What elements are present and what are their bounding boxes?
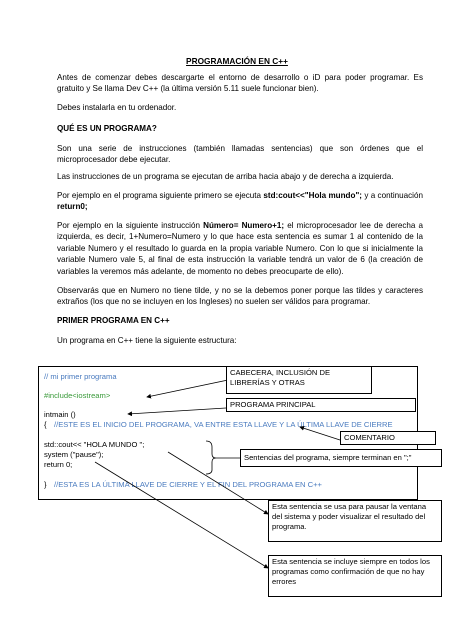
code-open-brace: {: [44, 420, 47, 429]
code-main-line: intmain (): [44, 410, 76, 419]
code-cout-line: std::cout<< "HOLA MUNDO ";: [44, 440, 145, 449]
code-include-line: #include<iostream>: [44, 391, 111, 400]
numero-paragraph: Por ejemplo en la siguiente instrucción Número= Numero+1; el microprocesador lee de derecha a izquierda, es decir, 1+Numero=Numero y lo que hace esta sentencia es sumar 1 al contenido de la variable Numero y el resultado lo guarda en la propia variable Numero. Con lo que si inicialmente la variable Numero vale 5, al final de esta instrucción la variable tendrá un valor de 6 (la creación de variables la veremos más adelante, de momento no debes preocuparte de ello).: [57, 221, 424, 276]
install-paragraph: Debes instalarla en tu ordenador.: [57, 103, 177, 112]
callout-pause: Esta sentencia se usa para pausar la ventana del sistema y poder visualizar el resultado del programa.: [268, 500, 442, 542]
callout-sentencias: Sentencias del programa, siempre terminan en ";": [240, 449, 442, 467]
heading-primer-programa: PRIMER PROGRAMA EN C++: [57, 316, 170, 325]
code-return-line: return 0;: [44, 460, 73, 469]
code-close-brace: }: [44, 480, 47, 489]
code-start-comment: //ESTE ES EL INICIO DEL PROGRAMA, VA ENTRE ESTA LLAVE Y LA ÚLTIMA LLAVE DE CIERRE: [54, 420, 393, 429]
doc-title: PROGRAMACIÓN EN C++: [186, 56, 288, 66]
intro-paragraph: Antes de comenzar debes descargarte el entorno de desarrollo o iD para poder programar. Es gratuito y Se llama Dev C++ (la última versión 5.11 suele funcionar bien).: [57, 73, 423, 94]
code-comment-line: // mi primer programa: [44, 372, 117, 381]
heading-que-es: QUÉ ES UN PROGRAMA?: [57, 124, 157, 133]
callout-comentario: COMENTARIO: [340, 431, 436, 445]
tilde-paragraph: Observarás que en Numero no tiene tilde, y no se la debemos poner porque las tildes y caracteres extraños (los que no se incluyen en los Ingleses) no suelen ser válidos para programar.: [57, 286, 423, 307]
callout-cabecera: CABECERA, INCLUSIÓN DE LIBRERÍAS Y OTRAS: [226, 366, 372, 394]
code-system-line: system ("pause");: [44, 450, 104, 459]
callout-return: Esta sentencia se incluye siempre en todos los programas como confirmación de que no hay errores: [268, 555, 442, 597]
definition-paragraph: Son una serie de instrucciones (también llamadas sentencias) que son órdenes que el microprocesador debe ejecutar.: [57, 144, 423, 165]
code-end-comment: //ESTA ES LA ÚLTIMA LLAVE DE CIERRE Y EL FIN DEL PROGRAMA EN C++: [54, 480, 322, 489]
callout-programa-principal: PROGRAMA PRINCIPAL: [226, 398, 416, 412]
order-paragraph: Las instrucciones de un programa se ejecutan de arriba hacia abajo y de derecha a izquierda.: [57, 172, 394, 181]
structure-paragraph: Un programa en C++ tiene la siguiente estructura:: [57, 336, 237, 345]
example-paragraph: Por ejemplo en el programa siguiente primero se ejecuta std:cout<<"Hola mundo"; y a continuación return0;: [57, 191, 423, 212]
